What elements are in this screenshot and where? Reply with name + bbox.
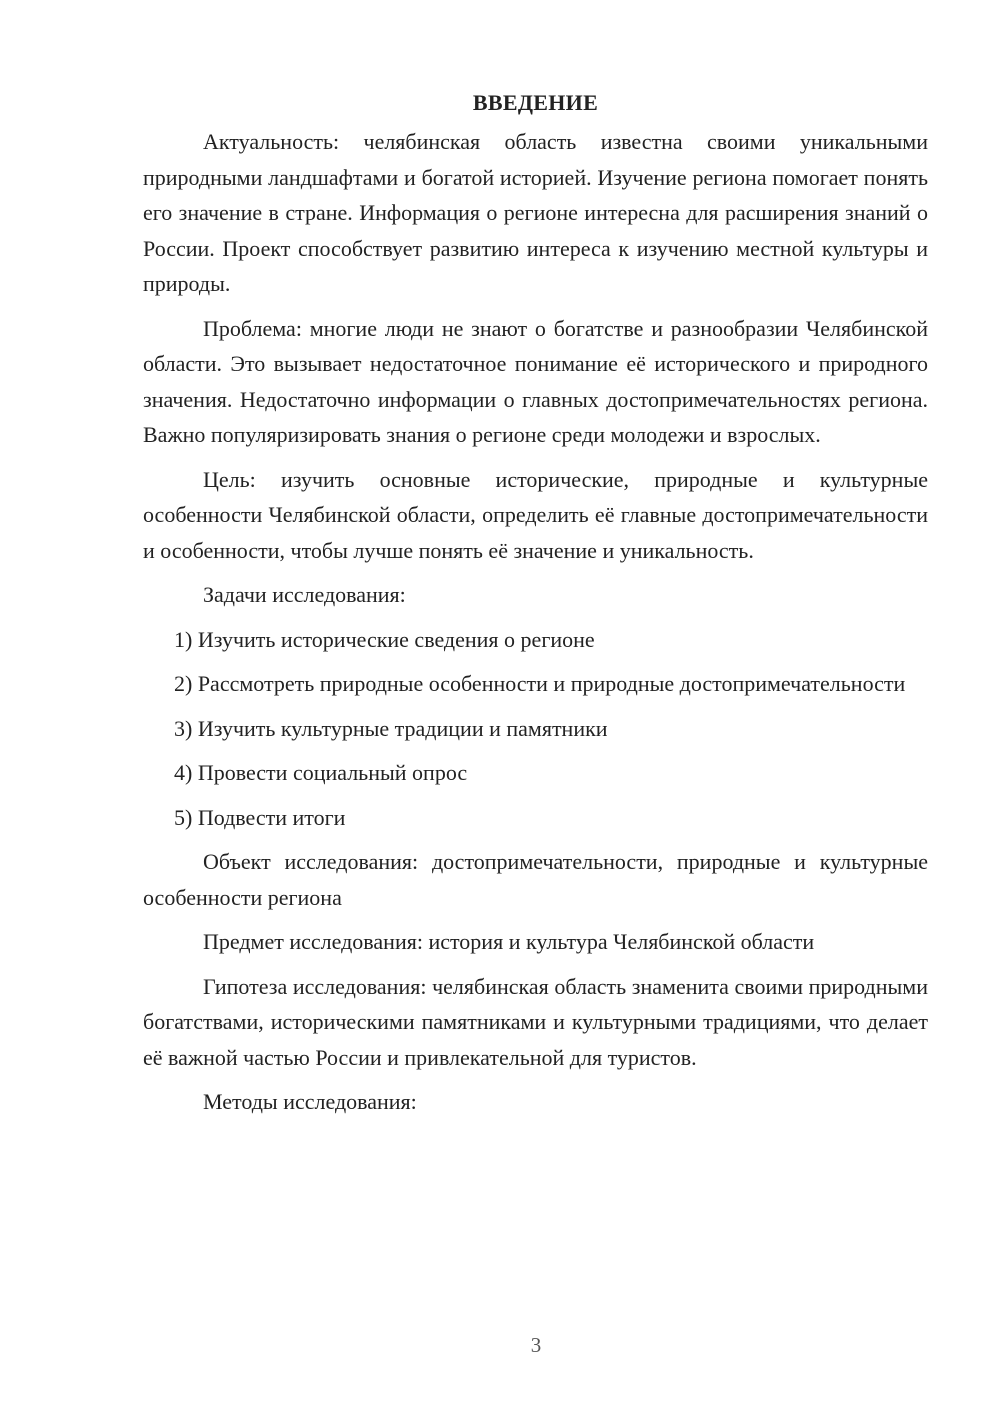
relevance-paragraph: Актуальность: челябинская область известна своими уникальными природными ландшафтами и богатой историей. Изучение региона помогает понять его значение в стране. Информация о регионе интересна для расширения знаний о России. Проект способствует развитию интереса к изучению местной культуры и природы. [143, 129, 928, 296]
section-title: ВВЕДЕНИЕ [472, 90, 599, 115]
task-item-1: 1) Изучить исторические сведения о регионе [174, 626, 595, 652]
task-item-4: 4) Провести социальный опрос [174, 760, 468, 785]
task-item-3: 3) Изучить культурные традиции и памятники [174, 715, 608, 741]
goal-paragraph: Цель: изучить основные исторические, природные и культурные особенности Челябинской области, определить её главные достопримечательности и особенности, чтобы лучше понять её значение и уникальность. [143, 466, 928, 563]
task-item-5: 5) Подвести итоги [174, 804, 346, 830]
task-item-2: 2) Рассмотреть природные особенности и природные достопримечательности [174, 671, 906, 696]
object-paragraph: Объект исследования: достопримечательности, природные и культурные особенности региона [143, 849, 928, 910]
page-number: 3 [530, 1333, 542, 1357]
tasks-heading: Задачи исследования: [203, 582, 406, 607]
hypothesis-paragraph: Гипотеза исследования: челябинская область знаменита своими природными богатствами, историческими памятниками и культурными традициями, что делает её важной частью России и привлекательной для туристов. [143, 973, 928, 1070]
problem-paragraph: Проблема: многие люди не знают о богатстве и разнообразии Челябинской области. Это вызывает недостаточное понимание её исторического и природного значения. Недостаточно информации о главных достопримечательностях региона. Важно популяризировать знания о регионе среди молодежи и взрослых. [143, 315, 928, 447]
methods-heading: Методы исследования: [203, 1089, 417, 1114]
document-page [143, 88, 928, 1129]
subject-paragraph: Предмет исследования: история и культура Челябинской области [203, 929, 815, 954]
